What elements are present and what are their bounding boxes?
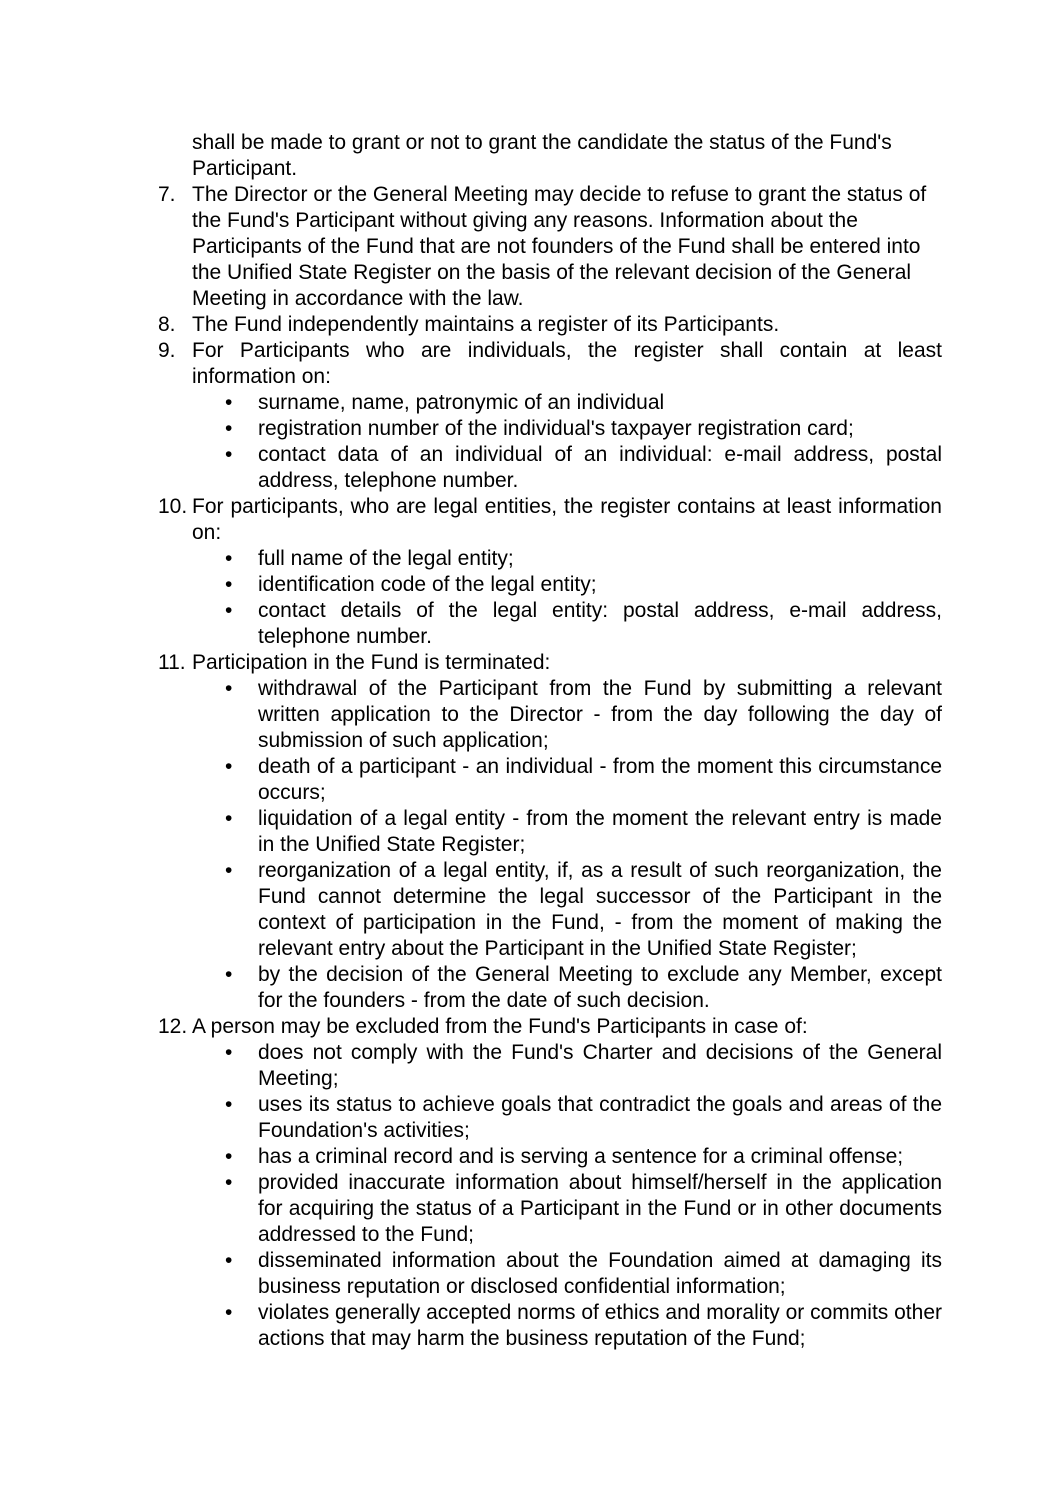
- bullet-icon: •: [225, 1301, 233, 1324]
- bullet-text: liquidation of a legal entity - from the moment the relevant entry is made in the Unified State Register;: [258, 807, 942, 856]
- item-text: For participants, who are legal entities, the register contains at least information on:: [192, 495, 942, 544]
- bullet-icon: •: [225, 755, 233, 778]
- bullet-icon: •: [225, 1041, 233, 1064]
- item-text: The Fund independently maintains a register of its Participants.: [192, 313, 780, 336]
- bullet-item: [192, 390, 942, 416]
- bullet-text: withdrawal of the Participant from the Fund by submitting a relevant written application to the Director - from the day following the day of submission of such application;: [258, 677, 942, 752]
- bullet-item: [192, 546, 942, 572]
- list-item: [158, 494, 942, 650]
- bullet-item: [192, 858, 942, 962]
- item-text: The Director or the General Meeting may decide to refuse to grant the status of the Fund's Participant without giving any reasons. Information about the Participants of the Fund that are not founders of the Fund shall be entered into the Unified State Register on the basis of the relevant decision of the General Meeting in accordance with the law.: [192, 183, 927, 310]
- bullet-text: contact details of the legal entity: postal address, e-mail address, telephone number.: [258, 599, 942, 648]
- bullet-item: [192, 1040, 942, 1092]
- item-number: 9.: [158, 339, 176, 362]
- list-item: [158, 130, 942, 182]
- item-text: For Participants who are individuals, the register shall contain at least information on:: [192, 339, 942, 388]
- bullet-item: [192, 442, 942, 494]
- bullet-icon: •: [225, 599, 233, 622]
- bullet-text: registration number of the individual's taxpayer registration card;: [258, 417, 854, 440]
- bullet-item: [192, 1092, 942, 1144]
- list-item: [158, 182, 942, 312]
- bullet-icon: •: [225, 1171, 233, 1194]
- list-item: [158, 1014, 942, 1352]
- bullet-item: [192, 1300, 942, 1352]
- bullet-text: full name of the legal entity;: [258, 547, 514, 570]
- bullet-text: reorganization of a legal entity, if, as a result of such reorganization, the Fund cannot determine the legal successor of the Participant in the context of participation in the Fund, - from the moment of making the relevant entry about the Participant in the Unified State Register;: [258, 859, 942, 960]
- bullet-icon: •: [225, 1145, 233, 1168]
- list-item: [158, 338, 942, 494]
- bullet-text: identification code of the legal entity;: [258, 573, 597, 596]
- bullet-text: provided inaccurate information about himself/herself in the application for acquiring the status of a Participant in the Fund or in other documents addressed to the Fund;: [258, 1171, 942, 1246]
- bullet-text: has a criminal record and is serving a sentence for a criminal offense;: [258, 1145, 904, 1168]
- bullet-icon: •: [225, 547, 233, 570]
- list-item: [158, 650, 942, 1014]
- bullet-text: contact data of an individual of an individual: e-mail address, postal address, telephone number.: [258, 443, 942, 492]
- item-number: 12.: [158, 1015, 188, 1038]
- bullet-icon: •: [225, 859, 233, 882]
- bullet-icon: •: [225, 677, 233, 700]
- bullet-item: [192, 754, 942, 806]
- item-number: 10.: [158, 495, 188, 518]
- bullet-text: death of a participant - an individual - from the moment this circumstance occurs;: [258, 755, 942, 804]
- bullet-text: uses its status to achieve goals that contradict the goals and areas of the Foundation's activities;: [258, 1093, 942, 1142]
- bullet-icon: •: [225, 807, 233, 830]
- bullet-text: by the decision of the General Meeting to exclude any Member, except for the founders - from the date of such decision.: [258, 963, 942, 1012]
- item-number: 7.: [158, 183, 176, 206]
- numbered-list: [158, 130, 942, 1352]
- bullet-icon: •: [225, 1249, 233, 1272]
- bullet-icon: •: [225, 963, 233, 986]
- bullet-item: [192, 572, 942, 598]
- bullet-list: [192, 546, 942, 650]
- item-text: Participation in the Fund is terminated:: [192, 651, 551, 674]
- bullet-item: [192, 598, 942, 650]
- bullet-icon: •: [225, 417, 233, 440]
- list-item: [158, 312, 942, 338]
- item-text: A person may be excluded from the Fund's Participants in case of:: [192, 1015, 808, 1038]
- bullet-icon: •: [225, 391, 233, 414]
- item-number: 8.: [158, 313, 176, 336]
- item-text: shall be made to grant or not to grant the candidate the status of the Fund's Participant.: [192, 131, 892, 180]
- bullet-text: violates generally accepted norms of ethics and morality or commits other actions that may harm the business reputation of the Fund;: [258, 1301, 942, 1350]
- bullet-item: [192, 676, 942, 754]
- bullet-icon: •: [225, 443, 233, 466]
- bullet-item: [192, 806, 942, 858]
- bullet-list: [192, 676, 942, 1014]
- bullet-text: disseminated information about the Foundation aimed at damaging its business reputation or disclosed confidential information;: [258, 1249, 942, 1298]
- bullet-item: [192, 1170, 942, 1248]
- bullet-text: does not comply with the Fund's Charter and decisions of the General Meeting;: [258, 1041, 942, 1090]
- item-number: 11.: [158, 651, 186, 674]
- bullet-icon: •: [225, 1093, 233, 1116]
- bullet-item: [192, 1144, 942, 1170]
- bullet-item: [192, 962, 942, 1014]
- bullet-list: [192, 1040, 942, 1352]
- bullet-item: [192, 416, 942, 442]
- bullet-icon: •: [225, 573, 233, 596]
- bullet-item: [192, 1248, 942, 1300]
- bullet-list: [192, 390, 942, 494]
- bullet-text: surname, name, patronymic of an individual: [258, 391, 665, 414]
